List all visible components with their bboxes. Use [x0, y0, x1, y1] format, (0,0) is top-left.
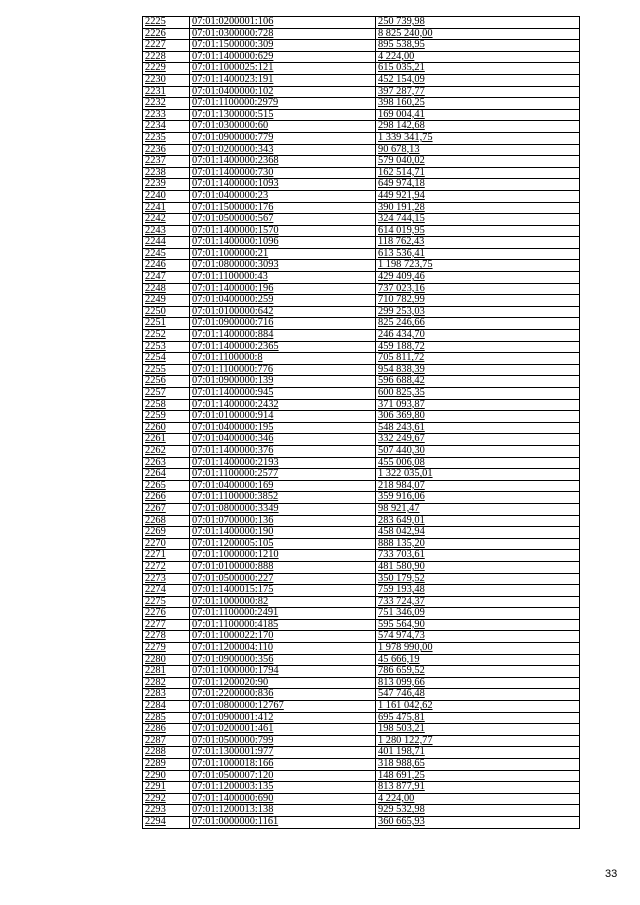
table-row — [143, 260, 580, 272]
table-row — [143, 28, 580, 40]
cadastral-number-cell: 07:01:1400000:1096 — [190, 237, 376, 249]
row-number-cell: 2290 — [143, 770, 190, 782]
table-row — [143, 306, 580, 318]
cadastral-number-cell: 07:01:1000025:121 — [190, 63, 376, 75]
table-row — [143, 214, 580, 226]
cadastral-number-cell: 07:01:0400000:259 — [190, 295, 376, 307]
cadastral-number-cell: 07:01:1400000:1570 — [190, 225, 376, 237]
table-row — [143, 445, 580, 457]
cadastral-number-cell: 07:01:1200004:110 — [190, 643, 376, 655]
cadastral-value-cell: 595 564,90 — [376, 619, 580, 631]
cadastral-value-cell: 455 006,08 — [376, 457, 580, 469]
cadastral-value-cell: 458 042,94 — [376, 527, 580, 539]
cadastral-number-cell: 07:01:1400023:191 — [190, 74, 376, 86]
cadastral-number-cell: 07:01:0900000:139 — [190, 376, 376, 388]
cadastral-number-cell: 07:01:0800000:3349 — [190, 503, 376, 515]
table-row — [143, 86, 580, 98]
table-row — [143, 98, 580, 110]
table-row — [143, 724, 580, 736]
cadastral-number-cell: 07:01:1100000:4185 — [190, 619, 376, 631]
cadastral-value-cell: 507 440,30 — [376, 445, 580, 457]
cadastral-number-cell: 07:01:0300000:60 — [190, 121, 376, 133]
row-number-cell: 2249 — [143, 295, 190, 307]
cadastral-value-cell: 169 004,41 — [376, 109, 580, 121]
cadastral-value-cell: 298 142,68 — [376, 121, 580, 133]
table-row — [143, 132, 580, 144]
row-number-cell: 2276 — [143, 608, 190, 620]
row-number-cell: 2284 — [143, 701, 190, 713]
table-row — [143, 179, 580, 191]
cadastral-number-cell: 07:01:0200001:106 — [190, 17, 376, 29]
cadastral-value-cell: 705 811,72 — [376, 353, 580, 365]
cadastral-value-cell: 737 023,16 — [376, 283, 580, 295]
row-number-cell: 2232 — [143, 98, 190, 110]
cadastral-number-cell: 07:01:1400000:196 — [190, 283, 376, 295]
cadastral-number-cell: 07:01:1000022:170 — [190, 631, 376, 643]
cadastral-number-cell: 07:01:1400000:1093 — [190, 179, 376, 191]
cadastral-value-cell: 401 198,71 — [376, 747, 580, 759]
row-number-cell: 2260 — [143, 422, 190, 434]
cadastral-number-cell: 07:01:1400000:2432 — [190, 399, 376, 411]
cadastral-value-cell: 813 877,91 — [376, 782, 580, 794]
cadastral-value-cell: 218 984,07 — [376, 480, 580, 492]
table-row — [143, 712, 580, 724]
cadastral-value-cell: 360 665,93 — [376, 816, 580, 828]
cadastral-number-cell: 07:01:0800000:12767 — [190, 701, 376, 713]
cadastral-number-cell: 07:01:2200000:836 — [190, 689, 376, 701]
cadastral-number-cell: 07:01:1200013:138 — [190, 805, 376, 817]
cadastral-value-cell: 751 346,09 — [376, 608, 580, 620]
row-number-cell: 2245 — [143, 248, 190, 260]
table-row — [143, 480, 580, 492]
cadastral-value-cell: 148 691,25 — [376, 770, 580, 782]
row-number-cell: 2272 — [143, 561, 190, 573]
cadastral-value-cell: 613 536,41 — [376, 248, 580, 260]
table-row — [143, 770, 580, 782]
table-row — [143, 538, 580, 550]
cadastral-number-cell: 07:01:0400000:195 — [190, 422, 376, 434]
cadastral-value-cell: 8 825 240,00 — [376, 28, 580, 40]
cadastral-number-cell: 07:01:1300000:515 — [190, 109, 376, 121]
row-number-cell: 2250 — [143, 306, 190, 318]
cadastral-number-cell: 07:01:0200000:343 — [190, 144, 376, 156]
cadastral-value-cell: 324 744,15 — [376, 214, 580, 226]
row-number-cell: 2237 — [143, 156, 190, 168]
table-row — [143, 805, 580, 817]
row-number-cell: 2274 — [143, 585, 190, 597]
cadastral-value-cell: 246 434,70 — [376, 330, 580, 342]
table-row — [143, 515, 580, 527]
cadastral-value-cell: 929 532,98 — [376, 805, 580, 817]
cadastral-value-cell: 614 019,95 — [376, 225, 580, 237]
row-number-cell: 2266 — [143, 492, 190, 504]
table-row — [143, 793, 580, 805]
row-number-cell: 2242 — [143, 214, 190, 226]
cadastral-number-cell: 07:01:1400000:945 — [190, 388, 376, 400]
table-row — [143, 492, 580, 504]
cadastral-number-cell: 07:01:1100000:776 — [190, 364, 376, 376]
cadastral-number-cell: 07:01:1200020:90 — [190, 677, 376, 689]
row-number-cell: 2277 — [143, 619, 190, 631]
cadastral-value-cell: 429 409,46 — [376, 272, 580, 284]
cadastral-number-cell: 07:01:0500000:567 — [190, 214, 376, 226]
cadastral-number-cell: 07:01:1200005:105 — [190, 538, 376, 550]
table-row — [143, 109, 580, 121]
row-number-cell: 2230 — [143, 74, 190, 86]
table-row — [143, 701, 580, 713]
row-number-cell: 2281 — [143, 666, 190, 678]
table-row — [143, 202, 580, 214]
row-number-cell: 2241 — [143, 202, 190, 214]
cadastral-number-cell: 07:01:0100000:888 — [190, 561, 376, 573]
table-row — [143, 399, 580, 411]
cadastral-number-cell: 07:01:1400000:2368 — [190, 156, 376, 168]
cadastral-value-cell: 1 198 723,75 — [376, 260, 580, 272]
row-number-cell: 2263 — [143, 457, 190, 469]
cadastral-value-cell: 371 093,87 — [376, 399, 580, 411]
cadastral-number-cell: 07:01:0900000:356 — [190, 654, 376, 666]
row-number-cell: 2236 — [143, 144, 190, 156]
cadastral-number-cell: 07:01:1400000:190 — [190, 527, 376, 539]
cadastral-number-cell: 07:01:0900001:412 — [190, 712, 376, 724]
table-row — [143, 527, 580, 539]
row-number-cell: 2231 — [143, 86, 190, 98]
cadastral-number-cell: 07:01:0400000:102 — [190, 86, 376, 98]
table-row — [143, 782, 580, 794]
cadastral-value-cell: 759 193,48 — [376, 585, 580, 597]
table-row — [143, 550, 580, 562]
cadastral-number-cell: 07:01:1300001:977 — [190, 747, 376, 759]
row-number-cell: 2258 — [143, 399, 190, 411]
table-row — [143, 561, 580, 573]
row-number-cell: 2247 — [143, 272, 190, 284]
cadastral-number-cell: 07:01:1500000:176 — [190, 202, 376, 214]
cadastral-number-cell: 07:01:1400000:690 — [190, 793, 376, 805]
cadastral-value-cell: 4 224,00 — [376, 793, 580, 805]
cadastral-value-cell: 4 224,00 — [376, 51, 580, 63]
cadastral-number-cell: 07:01:0900000:779 — [190, 132, 376, 144]
cadastral-number-cell: 07:01:0500000:227 — [190, 573, 376, 585]
row-number-cell: 2246 — [143, 260, 190, 272]
cadastral-value-cell: 574 974,73 — [376, 631, 580, 643]
table-row — [143, 51, 580, 63]
cadastral-value-cell: 283 649,01 — [376, 515, 580, 527]
cadastral-number-cell: 07:01:1100000:2491 — [190, 608, 376, 620]
row-number-cell: 2262 — [143, 445, 190, 457]
table-row — [143, 503, 580, 515]
row-number-cell: 2283 — [143, 689, 190, 701]
table-row — [143, 376, 580, 388]
row-number-cell: 2288 — [143, 747, 190, 759]
table-row — [143, 643, 580, 655]
cadastral-value-cell: 306 369,80 — [376, 411, 580, 423]
table-row — [143, 573, 580, 585]
cadastral-value-cell: 548 243,61 — [376, 422, 580, 434]
table-row — [143, 40, 580, 52]
cadastral-number-cell: 07:01:0800000:3093 — [190, 260, 376, 272]
row-number-cell: 2291 — [143, 782, 190, 794]
cadastral-number-cell: 07:01:1400000:2365 — [190, 341, 376, 353]
cadastral-value-cell: 397 287,77 — [376, 86, 580, 98]
table-row — [143, 248, 580, 260]
row-number-cell: 2239 — [143, 179, 190, 191]
row-number-cell: 2264 — [143, 469, 190, 481]
table-row — [143, 631, 580, 643]
row-number-cell: 2282 — [143, 677, 190, 689]
cadastral-value-cell: 481 580,90 — [376, 561, 580, 573]
cadastral-value-cell: 825 246,66 — [376, 318, 580, 330]
cadastral-number-cell: 07:01:0500007:120 — [190, 770, 376, 782]
table-row — [143, 17, 580, 29]
cadastral-value-cell: 162 514,71 — [376, 167, 580, 179]
table-row — [143, 654, 580, 666]
table-row — [143, 608, 580, 620]
row-number-cell: 2251 — [143, 318, 190, 330]
cadastral-number-cell: 07:01:1500000:309 — [190, 40, 376, 52]
cadastral-number-cell: 07:01:0500000:799 — [190, 735, 376, 747]
table-row — [143, 747, 580, 759]
table-row — [143, 388, 580, 400]
cadastral-number-cell: 07:01:1000000:82 — [190, 596, 376, 608]
cadastral-value-cell: 359 916,06 — [376, 492, 580, 504]
table-row — [143, 596, 580, 608]
cadastral-value-cell: 90 678,13 — [376, 144, 580, 156]
cadastral-value-cell: 888 135,20 — [376, 538, 580, 550]
row-number-cell: 2256 — [143, 376, 190, 388]
table-row — [143, 272, 580, 284]
table-row — [143, 121, 580, 133]
row-number-cell: 2267 — [143, 503, 190, 515]
row-number-cell: 2243 — [143, 225, 190, 237]
row-number-cell: 2285 — [143, 712, 190, 724]
row-number-cell: 2289 — [143, 759, 190, 771]
page-number: 33 — [605, 868, 618, 880]
cadastral-value-cell: 350 179,52 — [376, 573, 580, 585]
row-number-cell: 2279 — [143, 643, 190, 655]
table-row — [143, 63, 580, 75]
cadastral-number-cell: 07:01:1000018:166 — [190, 759, 376, 771]
row-number-cell: 2238 — [143, 167, 190, 179]
cadastral-value-cell: 733 703,61 — [376, 550, 580, 562]
cadastral-value-cell: 398 160,25 — [376, 98, 580, 110]
cadastral-value-cell: 98 921,47 — [376, 503, 580, 515]
row-number-cell: 2244 — [143, 237, 190, 249]
row-number-cell: 2257 — [143, 388, 190, 400]
cadastral-value-cell: 1 161 042,62 — [376, 701, 580, 713]
row-number-cell: 2253 — [143, 341, 190, 353]
cadastral-value-cell: 733 724,37 — [376, 596, 580, 608]
row-number-cell: 2273 — [143, 573, 190, 585]
table-row — [143, 353, 580, 365]
cadastral-value-cell: 459 188,72 — [376, 341, 580, 353]
table-row — [143, 677, 580, 689]
table-row — [143, 411, 580, 423]
table-row — [143, 190, 580, 202]
cadastral-value-cell: 452 154,09 — [376, 74, 580, 86]
row-number-cell: 2287 — [143, 735, 190, 747]
cadastral-value-cell: 615 035,21 — [376, 63, 580, 75]
cadastral-number-cell: 07:01:1400000:376 — [190, 445, 376, 457]
table-row — [143, 759, 580, 771]
cadastral-value-cell: 954 838,39 — [376, 364, 580, 376]
row-number-cell: 2225 — [143, 17, 190, 29]
cadastral-value-cell: 1 322 035,01 — [376, 469, 580, 481]
row-number-cell: 2270 — [143, 538, 190, 550]
table-row — [143, 330, 580, 342]
cadastral-number-cell: 07:01:1000000:1794 — [190, 666, 376, 678]
row-number-cell: 2280 — [143, 654, 190, 666]
cadastral-number-cell: 07:01:0400000:23 — [190, 190, 376, 202]
cadastral-value-cell: 1 339 341,75 — [376, 132, 580, 144]
cadastral-number-cell: 07:01:1400000:2193 — [190, 457, 376, 469]
cadastral-value-cell: 318 988,65 — [376, 759, 580, 771]
cadastral-number-cell: 07:01:1400015:175 — [190, 585, 376, 597]
table-row — [143, 469, 580, 481]
cadastral-number-cell: 07:01:1400000:629 — [190, 51, 376, 63]
cadastral-number-cell: 07:01:1400000:884 — [190, 330, 376, 342]
row-number-cell: 2294 — [143, 816, 190, 828]
row-number-cell: 2286 — [143, 724, 190, 736]
table-row — [143, 318, 580, 330]
table-row — [143, 816, 580, 828]
table-row — [143, 585, 580, 597]
cadastral-value-cell: 1 280 122,77 — [376, 735, 580, 747]
cadastral-number-cell: 07:01:1100000:8 — [190, 353, 376, 365]
cadastral-value-cell: 786 659,52 — [376, 666, 580, 678]
cadastral-value-cell: 895 538,95 — [376, 40, 580, 52]
table-row — [143, 237, 580, 249]
cadastral-value-cell: 390 191,28 — [376, 202, 580, 214]
cadastral-number-cell: 07:01:0100000:642 — [190, 306, 376, 318]
cadastral-value-cell: 813 099,66 — [376, 677, 580, 689]
row-number-cell: 2259 — [143, 411, 190, 423]
table-row — [143, 144, 580, 156]
row-number-cell: 2252 — [143, 330, 190, 342]
table-row — [143, 74, 580, 86]
table-row — [143, 295, 580, 307]
cadastral-number-cell: 07:01:0100000:914 — [190, 411, 376, 423]
table-row — [143, 341, 580, 353]
row-number-cell: 2248 — [143, 283, 190, 295]
row-number-cell: 2233 — [143, 109, 190, 121]
table-row — [143, 689, 580, 701]
cadastral-number-cell: 07:01:1100000:2979 — [190, 98, 376, 110]
row-number-cell: 2278 — [143, 631, 190, 643]
cadastral-value-cell: 250 739,98 — [376, 17, 580, 29]
cadastral-number-cell: 07:01:0200001:461 — [190, 724, 376, 736]
cadastral-value-cell: 118 762,43 — [376, 237, 580, 249]
table-body — [143, 17, 580, 829]
cadastral-value-cell: 299 253,03 — [376, 306, 580, 318]
cadastral-number-cell: 07:01:1100000:2577 — [190, 469, 376, 481]
row-number-cell: 2269 — [143, 527, 190, 539]
row-number-cell: 2234 — [143, 121, 190, 133]
row-number-cell: 2254 — [143, 353, 190, 365]
cadastral-number-cell: 07:01:0300000:728 — [190, 28, 376, 40]
row-number-cell: 2235 — [143, 132, 190, 144]
cadastral-number-cell: 07:01:1100000:3852 — [190, 492, 376, 504]
row-number-cell: 2226 — [143, 28, 190, 40]
cadastral-value-cell: 710 782,99 — [376, 295, 580, 307]
row-number-cell: 2255 — [143, 364, 190, 376]
cadastral-number-cell: 07:01:0900000:716 — [190, 318, 376, 330]
cadastral-value-cell: 1 978 990,00 — [376, 643, 580, 655]
cadastral-value-cell: 332 249,67 — [376, 434, 580, 446]
row-number-cell: 2292 — [143, 793, 190, 805]
cadastral-value-cell: 449 921,94 — [376, 190, 580, 202]
cadastral-number-cell: 07:01:0000000:1161 — [190, 816, 376, 828]
row-number-cell: 2293 — [143, 805, 190, 817]
cadastral-number-cell: 07:01:1200003:135 — [190, 782, 376, 794]
row-number-cell: 2275 — [143, 596, 190, 608]
row-number-cell: 2265 — [143, 480, 190, 492]
table-row — [143, 283, 580, 295]
cadastral-value-table — [142, 16, 580, 829]
table-row — [143, 434, 580, 446]
cadastral-number-cell: 07:01:0400000:346 — [190, 434, 376, 446]
cadastral-number-cell: 07:01:1400000:730 — [190, 167, 376, 179]
row-number-cell: 2271 — [143, 550, 190, 562]
table-row — [143, 619, 580, 631]
table-row — [143, 735, 580, 747]
row-number-cell: 2228 — [143, 51, 190, 63]
table-row — [143, 666, 580, 678]
cadastral-number-cell: 07:01:0700000:136 — [190, 515, 376, 527]
table-row — [143, 422, 580, 434]
table-row — [143, 156, 580, 168]
row-number-cell: 2268 — [143, 515, 190, 527]
cadastral-number-cell: 07:01:1100000:43 — [190, 272, 376, 284]
table-row — [143, 225, 580, 237]
cadastral-number-cell: 07:01:1000000:21 — [190, 248, 376, 260]
table-row — [143, 364, 580, 376]
cadastral-value-cell: 198 503,21 — [376, 724, 580, 736]
cadastral-number-cell: 07:01:0400000:169 — [190, 480, 376, 492]
cadastral-value-cell: 649 974,18 — [376, 179, 580, 191]
cadastral-value-cell: 579 040,02 — [376, 156, 580, 168]
row-number-cell: 2240 — [143, 190, 190, 202]
cadastral-value-cell: 45 666,19 — [376, 654, 580, 666]
cadastral-value-cell: 547 746,48 — [376, 689, 580, 701]
cadastral-value-cell: 596 688,42 — [376, 376, 580, 388]
row-number-cell: 2261 — [143, 434, 190, 446]
table-row — [143, 457, 580, 469]
cadastral-number-cell: 07:01:1000000:1210 — [190, 550, 376, 562]
row-number-cell: 2229 — [143, 63, 190, 75]
table-row — [143, 167, 580, 179]
row-number-cell: 2227 — [143, 40, 190, 52]
cadastral-value-cell: 600 825,35 — [376, 388, 580, 400]
cadastral-value-cell: 695 475,81 — [376, 712, 580, 724]
